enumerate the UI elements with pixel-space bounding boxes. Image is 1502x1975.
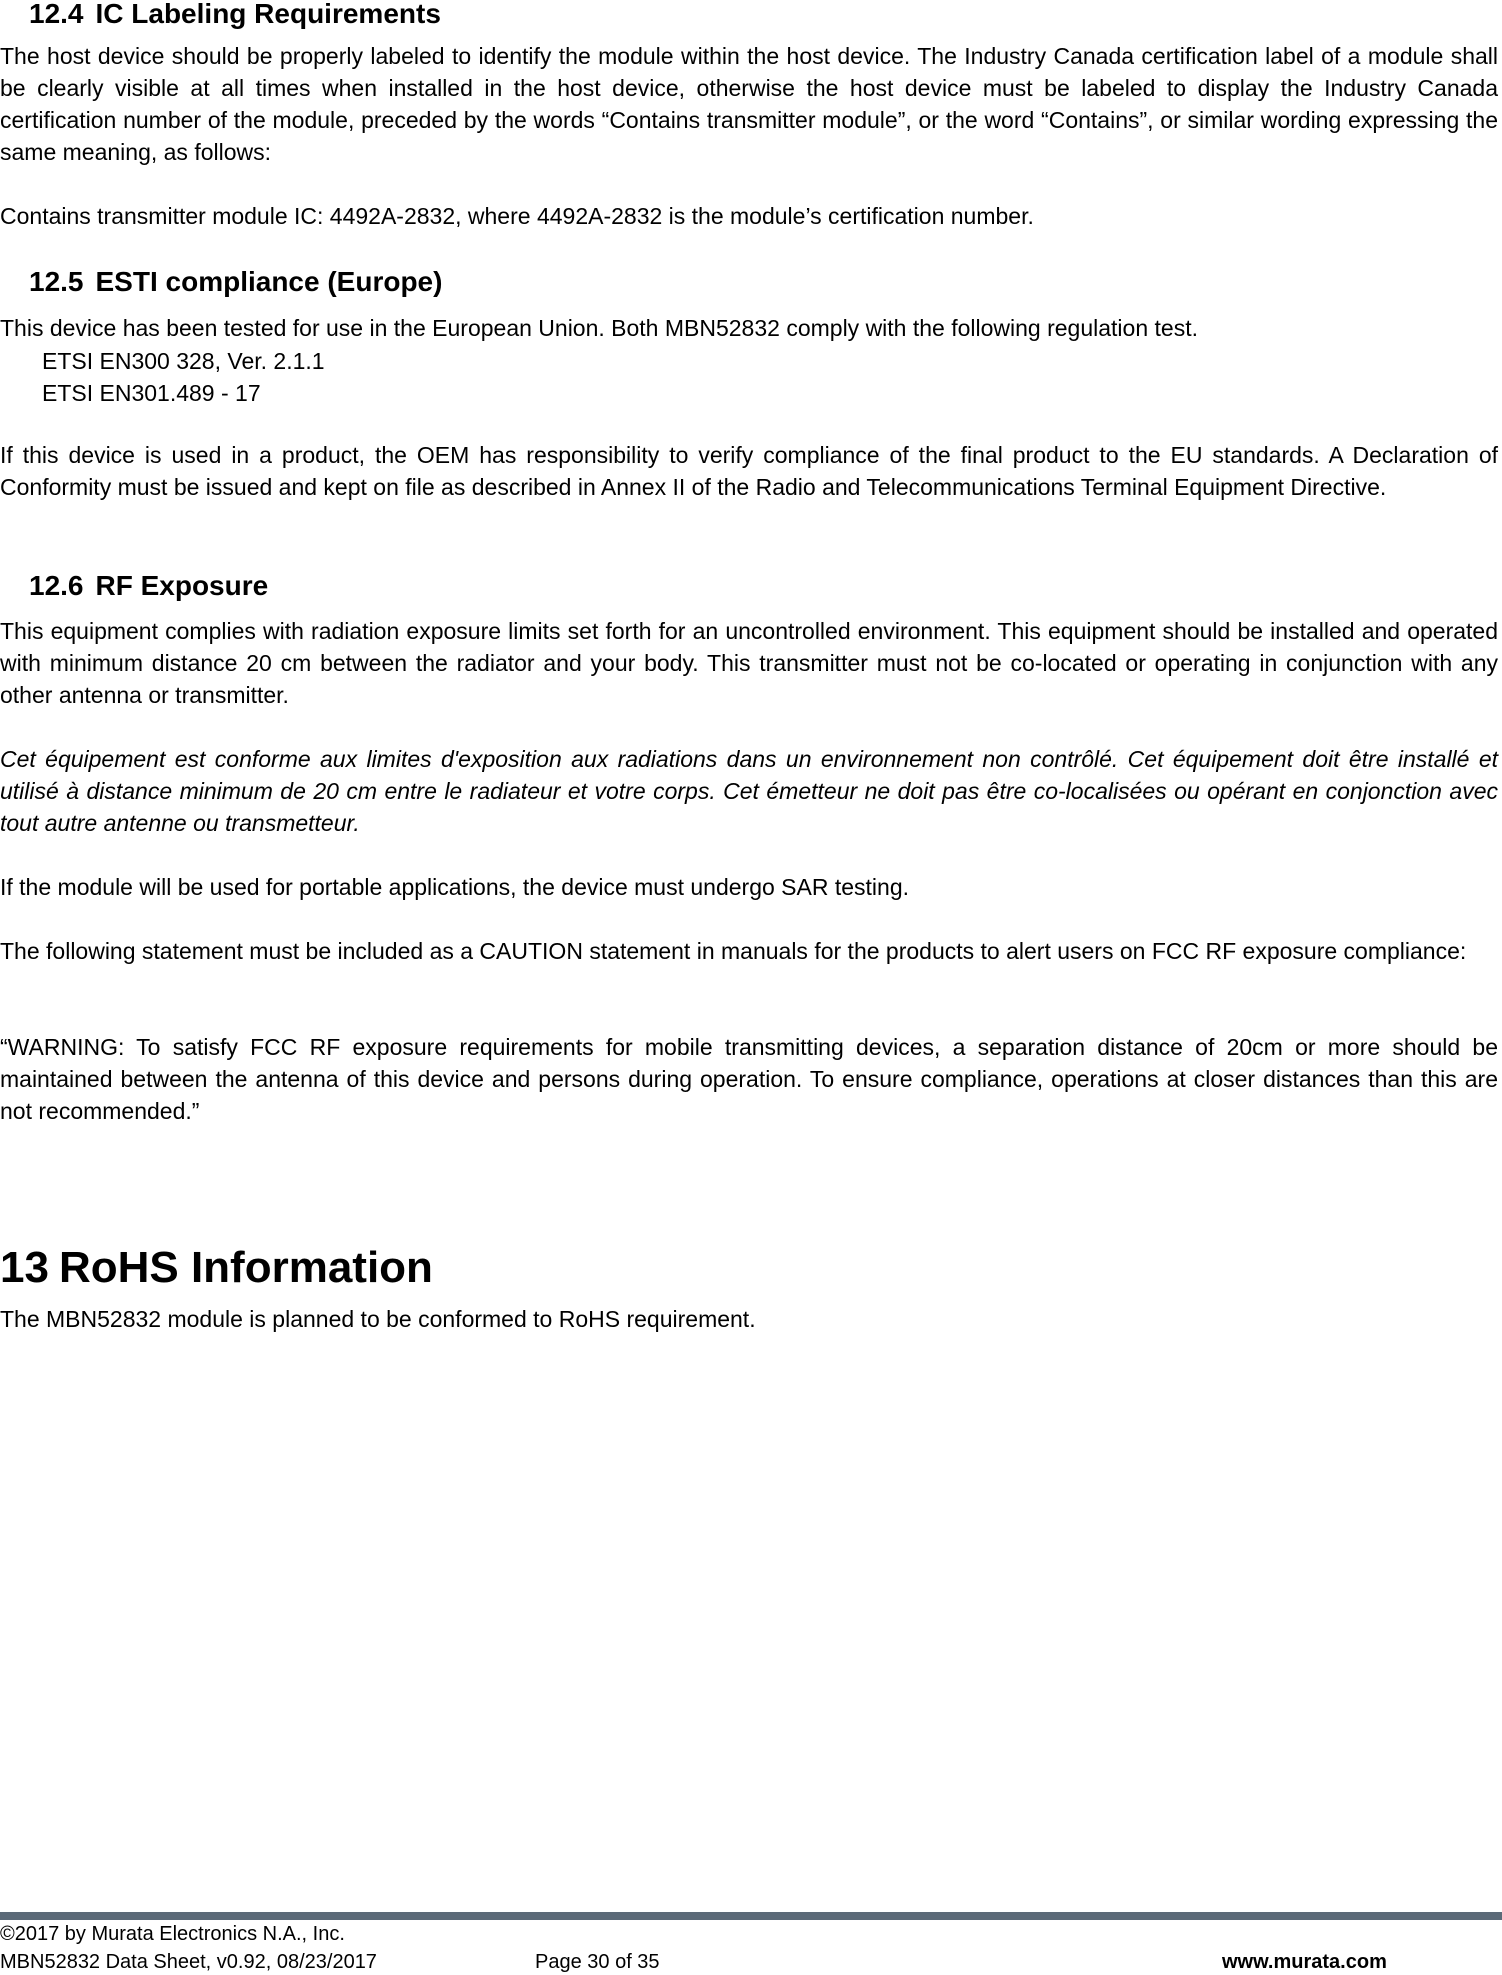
section-heading-12-5 <box>29 266 442 298</box>
section-number: 12.4 <box>29 0 84 29</box>
section-title: RF Exposure <box>95 570 269 601</box>
footer-website-link[interactable]: www.murata.com <box>1222 1951 1387 1973</box>
section-title: IC Labeling Requirements <box>95 0 441 29</box>
paragraph-rf-exposure-french: Cet équipement est conforme aux limites d'exposition aux radiations dans un environnement non contrôlé. Cet équipement doit être installé et utilisé à distance minimum de 20 cm entre le radiateur et votre corps. Cet émetteur ne doit pas être co-localisées ou opérant en conjonction avec tout autre antenne ou transmetteur. <box>0 746 1498 836</box>
section-number: 12.6 <box>29 570 84 601</box>
paragraph-ic-labeling: The host device should be properly labeled to identify the module within the host device. The Industry Canada certification label of a module shall be clearly visible at all times when installed in the host device, otherwise the host device must be labeled to display the Industry Canada certification number of the module, preceded by the words “Contains transmitter module”, or the word “Contains”, or similar wording expressing the same meaning, as follows: <box>0 43 1498 165</box>
list-item: ETSI EN300 328, Ver. 2.1.1 <box>42 348 325 374</box>
list-item: ETSI EN301.489 - 17 <box>42 380 261 406</box>
section-title: ESTI compliance (Europe) <box>95 266 443 297</box>
paragraph-eu-declaration: If this device is used in a product, the OEM has responsibility to verify compliance of the final product to the EU standards. A Declaration of Conformity must be issued and kept on file as described in Annex II of the Radio and Telecommunications Terminal Equipment Directive. <box>0 442 1498 500</box>
paragraph-eu-testing: This device has been tested for use in the European Union. Both MBN52832 comply with the following regulation test. <box>0 315 1198 341</box>
footer-copyright: ©2017 by Murata Electronics N.A., Inc. <box>0 1923 345 1945</box>
paragraph-rf-exposure: This equipment complies with radiation exposure limits set forth for an uncontrolled environment. This equipment should be installed and operated with minimum distance 20 cm between the radiator and your body. This transmitter must not be co-located or operating in conjunction with any other antenna or transmitter. <box>0 618 1498 708</box>
footer-doc-info: MBN52832 Data Sheet, v0.92, 08/23/2017 <box>0 1951 377 1973</box>
section-heading-13 <box>0 1243 433 1293</box>
paragraph-fcc-warning: “WARNING: To satisfy FCC RF exposure requirements for mobile transmitting devices, a separation distance of 20cm or more should be maintained between the antenna of this device and persons during operation. To ensure compliance, operations at closer distances than this are not recommended.” <box>0 1034 1498 1124</box>
section-number: 12.5 <box>29 266 84 297</box>
paragraph-sar-testing: If the module will be used for portable applications, the device must undergo SAR testing. <box>0 874 910 900</box>
paragraph-caution-statement: The following statement must be included as a CAUTION statement in manuals for the products to alert users on FCC RF exposure compliance: <box>0 938 1467 964</box>
paragraph-rohs: The MBN52832 module is planned to be conformed to RoHS requirement. <box>0 1306 756 1332</box>
section-heading-12-6 <box>29 570 268 602</box>
section-heading-12-4 <box>29 0 441 30</box>
section-title: RoHS Information <box>58 1243 433 1292</box>
paragraph-ic-certification-number: Contains transmitter module IC: 4492A-2832, where 4492A-2832 is the module’s certification number. <box>0 203 1034 229</box>
section-number: 13 <box>0 1243 49 1292</box>
footer-divider <box>0 1912 1502 1920</box>
footer-page-number: Page 30 of 35 <box>535 1951 660 1973</box>
